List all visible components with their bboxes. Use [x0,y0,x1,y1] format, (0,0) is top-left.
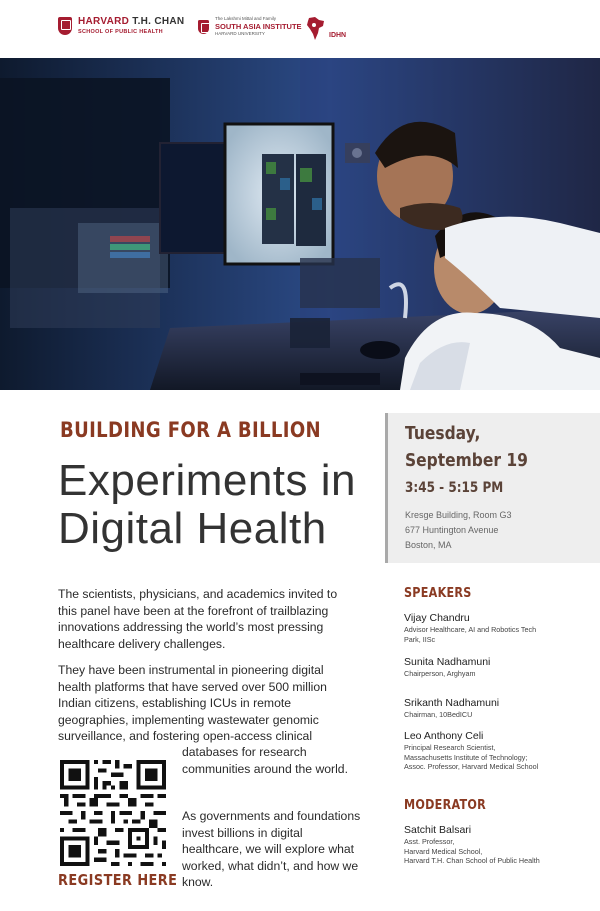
speakers-heading: SPEAKERS [404,586,472,601]
idhn-logo[interactable] [305,16,346,42]
speaker-item [404,696,594,720]
speaker-name: Vijay Chandru [404,612,470,624]
harvard-logo-name [78,16,184,28]
event-venue [405,508,600,553]
sai-sub: HARVARD UNIVERSITY [215,31,265,36]
description-paragraph-2-continued: databases for research communities around the world. [182,745,348,776]
venue-line-2: 677 Huntington Avenue [405,525,499,535]
hero-photo [0,58,600,390]
speaker-name: Leo Anthony Celi [404,730,484,742]
event-kicker: BUILDING FOR A BILLION [60,418,322,442]
event-title [58,457,356,553]
harvard-sub: SCHOOL OF PUBLIC HEALTH [78,29,163,35]
sai-main: SOUTH ASIA INSTITUTE [215,22,302,31]
speaker-item [404,655,594,679]
description-paragraph-2: They have been instrumental in pioneering digital health platforms that have served over 500 million Indian citizens, establishing ICUs in remote geographies, implementing wastewater genomic surveillance, and fostering open-access clinical [58,663,327,743]
idhn-map-icon [305,16,327,42]
moderator-name: Satchit Balsari [404,824,472,836]
speaker-role: Chairman, 10BedICU [404,710,473,719]
moderator-heading: MODERATOR [404,798,487,813]
qr-code-icon[interactable] [60,760,166,866]
sai-shield-icon [198,20,209,34]
moderator-role: Asst. Professor, Harvard Medical School, Harvard T.H. Chan School of Public Health [404,837,540,865]
speaker-name: Sunita Nadhamuni [404,656,491,668]
description-paragraph-3: As governments and foundations invest billions in digital healthcare, we will explore what worked, what didn’t, and how we know. [182,809,361,889]
event-title-line-1: Experiments in [58,456,357,505]
speaker-role: Chairperson, Arghyam [404,669,476,678]
moderator-item [404,823,594,866]
speaker-item [404,611,594,644]
speaker-role: Principal Research Scientist, Massachusetts Institute of Technology; Assoc. Professor, Harvard Medical School [404,743,539,771]
sai-logo[interactable] [198,16,302,37]
description-paragraph-1: The scientists, physicians, and academics invited to this panel have been at the forefront of trailblazing innovations addressing the world’s most pressing healthcare delivery challenges. [58,587,338,651]
event-day: Tuesday, [405,423,481,444]
speaker-item [404,729,594,772]
event-time: 3:45 - 5:15 PM [405,480,504,496]
speaker-role: Advisor Healthcare, AI and Robotics Tech Park, IISc [404,625,537,644]
harvard-chan-logo[interactable] [58,16,184,36]
harvard-shield-icon [58,17,72,35]
logo-bar [0,0,600,58]
date-box [385,413,600,563]
harvard-name: HARVARD [78,16,130,27]
register-link[interactable]: REGISTER HERE [58,871,178,889]
idhn-name: IDHN [329,31,347,39]
harvard-suffix: T.H. CHAN [132,16,185,27]
speaker-name: Srikanth Nadhamuni [404,697,500,709]
event-date: September 19 [405,450,528,471]
venue-line-1: Kresge Building, Room G3 [405,510,512,520]
venue-line-3: Boston, MA [405,540,452,550]
sai-small: The Lakshmi Mittal and Family [215,16,277,21]
event-title-line-2: Digital Health [58,504,327,553]
